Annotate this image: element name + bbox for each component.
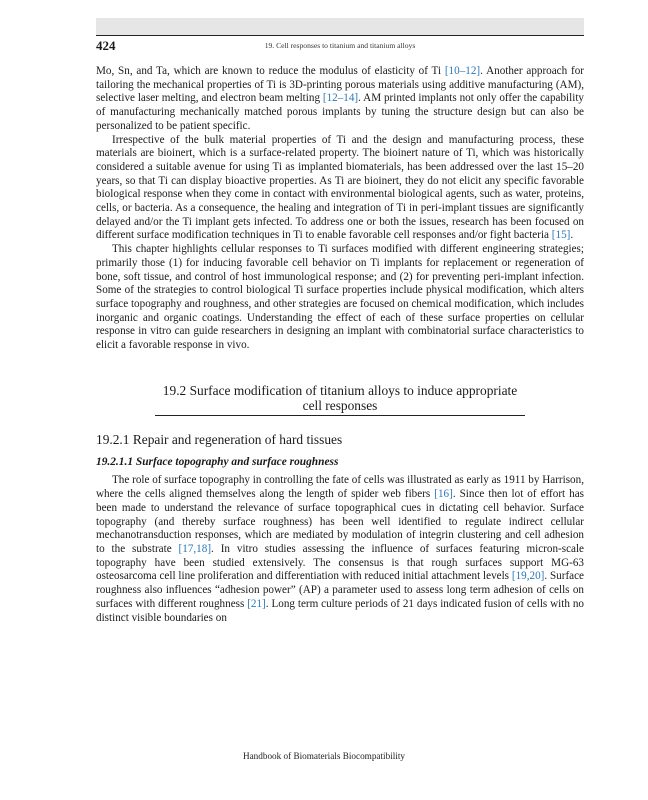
- section-heading: 19.2 Surface modification of titanium alloys to induce appropriate cell responses: [155, 383, 525, 416]
- citation-link[interactable]: [15]: [551, 229, 571, 242]
- citation-link[interactable]: [17,18]: [178, 542, 212, 555]
- citation-link[interactable]: [10–12]: [444, 65, 481, 77]
- header-bar: [96, 18, 584, 36]
- subsection-heading: 19.2.1 Repair and regeneration of hard tissues: [96, 431, 343, 447]
- paragraph-1: Mo, Sn, and Ta, which are known to reduce the modulus of elasticity of Ti [10–12]. Another approach for tailoring the mechanical properties of Ti is 3D-printing porous materials using additive manufacturing (AM), selective laser melting, and electron beam melting [12–14]. AM printed implants not only offer the capability of manufacturing mechanically matched porous implants by tuning the structure design but can also be personalized to be patient specific.: [96, 65, 584, 132]
- subsubsection-heading: 19.2.1.1 Surface topography and surface roughness: [96, 455, 339, 468]
- paragraph-4: The role of surface topography in controlling the fate of cells was illustrated as early as 1911 by Harrison, where the cells aligned themselves along the length of spider web fibers [16]. Since then lot of effort has been made to understand the relevance of surface topographical cues in dictating cell behavior. Surface topography (and thereby surface roughness) has been well identified to regulate indirect cellular mechanotransduction responses, which are mediated by modulation of integrin clustering and cell adhesion to the substrate [17,18]. In vitro studies assessing the influence of surfaces featuring micron-scale topography have been studied extensively. The consensus is that rough surfaces support MG-63 osteosarcoma cell line proliferation and differentiation with reduced initial attachment levels [19,20]. Surface roughness also influences “adhesion power” (AP) a parameter used to assess long term adhesion of cells on surfaces with different roughness [21]. Long term culture periods of 21 days indicated fusion of cells with no distinct visible boundaries on: [96, 474, 585, 624]
- citation-link[interactable]: [21]: [247, 597, 266, 610]
- page-header: [96, 38, 584, 56]
- page-number: 424: [96, 38, 116, 53]
- paragraph-2: Irrespective of the bulk material properties of Ti and the design and manufacturing process, these materials are bioinert, which is a surface-related property. The bioinert nature of Ti, which was historically considered a suitable avenue for using Ti as implanted biomaterials, has been addressed over the last 15–20 years, so that Ti can display bioactive properties. As Ti are bioinert, they do not elicit any specific favorable biological response when they come in contact with environmental biological agents, such as water, proteins, cells, or bacteria. As a consequence, the healing and integration of Ti in peri-implant tissues are significantly delayed and/or the Ti implant gets infected. To address one or both the issues, research has been focused on different surface modification techniques in Ti to enable favorable cell responses and/or fight bacteria [15].: [96, 133, 584, 242]
- citation-link[interactable]: [19,20]: [511, 570, 545, 583]
- citation-link[interactable]: [12–14]: [322, 92, 359, 105]
- body-text: [96, 65, 584, 625]
- running-head: 19. Cell responses to titanium and titanium alloys: [264, 41, 416, 50]
- page: [96, 18, 584, 625]
- citation-link[interactable]: [16]: [434, 488, 453, 501]
- page-footer: Handbook of Biomaterials Biocompatibility: [242, 751, 406, 761]
- paragraph-3: This chapter highlights cellular responses to Ti surfaces modified with different engineering strategies; primarily those (1) for inducing favorable cell behavior on Ti implants for replacement or regeneration of bone, soft tissue, and control of host immunological response; and (2) for preventing peri-implant infection. Some of the strategies to control biological Ti surface properties include physical modification, which alters surface topography and roughness, and other strategies are focused on chemical modification, which includes inorganic and organic coatings. Understanding the effect of each of these surface properties on cellular response in vitro can guide researchers in designing an implant with combinatorial surface characteristics to elicit a favorable response in vivo.: [96, 243, 584, 352]
